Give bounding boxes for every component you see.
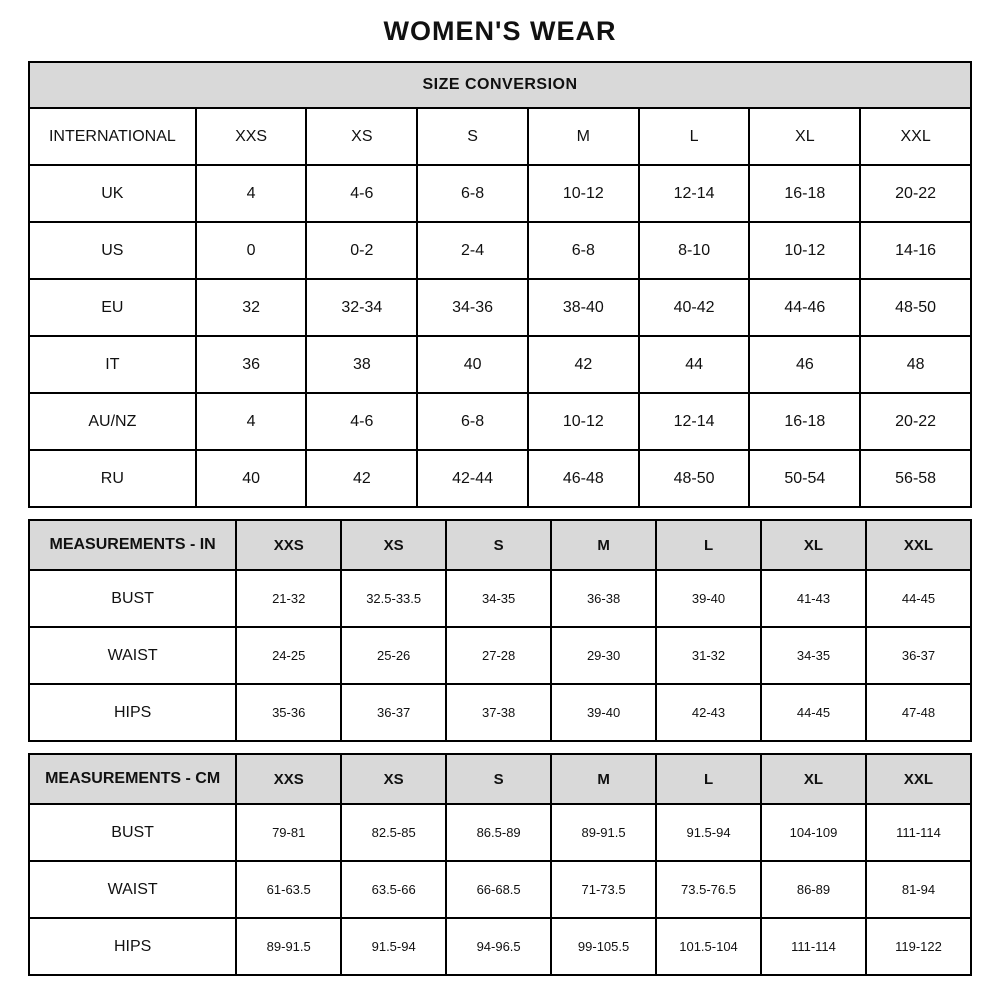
cell: 40 (196, 450, 307, 507)
cell: XL (749, 108, 860, 165)
column-header: M (551, 520, 656, 570)
cell: 61-63.5 (236, 861, 341, 918)
cell: 99-105.5 (551, 918, 656, 975)
cell: 46-48 (528, 450, 639, 507)
cell: 32.5-33.5 (341, 570, 446, 627)
cell: 16-18 (749, 165, 860, 222)
cell: 94-96.5 (446, 918, 551, 975)
table-row (29, 450, 971, 507)
cell: 36-37 (341, 684, 446, 741)
table-row (29, 804, 971, 861)
cell: 73.5-76.5 (656, 861, 761, 918)
column-header: L (656, 520, 761, 570)
cell: XS (306, 108, 417, 165)
cell: M (528, 108, 639, 165)
row-label: EU (29, 279, 196, 336)
cell: 40 (417, 336, 528, 393)
cell: 4 (196, 165, 307, 222)
table-header-row (29, 62, 971, 108)
column-header: XXL (866, 520, 971, 570)
column-header: XL (761, 754, 866, 804)
cell: 86.5-89 (446, 804, 551, 861)
table-row (29, 165, 971, 222)
table-row (29, 684, 971, 741)
table-header-row (29, 520, 971, 570)
cell: 34-35 (761, 627, 866, 684)
cell: 42-43 (656, 684, 761, 741)
cell: 10-12 (749, 222, 860, 279)
row-label: WAIST (29, 861, 236, 918)
cell: 47-48 (866, 684, 971, 741)
cell: 119-122 (866, 918, 971, 975)
row-label: AU/NZ (29, 393, 196, 450)
cell: 29-30 (551, 627, 656, 684)
cell: 48 (860, 336, 971, 393)
cell: 44 (639, 336, 750, 393)
cell: 42-44 (417, 450, 528, 507)
cell: 36-38 (551, 570, 656, 627)
column-header: XS (341, 520, 446, 570)
row-label: BUST (29, 570, 236, 627)
cell: 89-91.5 (236, 918, 341, 975)
table-row (29, 918, 971, 975)
column-header: XL (761, 520, 866, 570)
column-header: XXS (236, 754, 341, 804)
cell: 50-54 (749, 450, 860, 507)
cell: 79-81 (236, 804, 341, 861)
cell: 44-45 (866, 570, 971, 627)
cell: 4 (196, 393, 307, 450)
cell: XXS (196, 108, 307, 165)
cell: 82.5-85 (341, 804, 446, 861)
row-label: WAIST (29, 627, 236, 684)
table-row (29, 222, 971, 279)
cell: 111-114 (866, 804, 971, 861)
cell: 12-14 (639, 165, 750, 222)
cell: 111-114 (761, 918, 866, 975)
cell: 2-4 (417, 222, 528, 279)
cell: S (417, 108, 528, 165)
table-header-row (29, 754, 971, 804)
cell: 104-109 (761, 804, 866, 861)
table-row (29, 108, 971, 165)
cell: 6-8 (417, 165, 528, 222)
cell: 20-22 (860, 393, 971, 450)
cell: 0 (196, 222, 307, 279)
table-row (29, 861, 971, 918)
column-header: M (551, 754, 656, 804)
cell: 42 (306, 450, 417, 507)
cell: 6-8 (528, 222, 639, 279)
cell: 38-40 (528, 279, 639, 336)
cell: 25-26 (341, 627, 446, 684)
cell: 21-32 (236, 570, 341, 627)
cell: 24-25 (236, 627, 341, 684)
cell: 12-14 (639, 393, 750, 450)
cell: 42 (528, 336, 639, 393)
cell: 101.5-104 (656, 918, 761, 975)
cell: 38 (306, 336, 417, 393)
cell: 0-2 (306, 222, 417, 279)
cell: 44-46 (749, 279, 860, 336)
column-header: XXS (236, 520, 341, 570)
cell: 6-8 (417, 393, 528, 450)
cell: 20-22 (860, 165, 971, 222)
column-header: L (656, 754, 761, 804)
row-label: RU (29, 450, 196, 507)
table-row (29, 393, 971, 450)
cell: 81-94 (866, 861, 971, 918)
column-header: XXL (866, 754, 971, 804)
cell: 56-58 (860, 450, 971, 507)
cell: 46 (749, 336, 860, 393)
table-row (29, 336, 971, 393)
row-label: IT (29, 336, 196, 393)
measurements-in-title: MEASUREMENTS - IN (29, 520, 236, 570)
cell: 4-6 (306, 165, 417, 222)
row-label: UK (29, 165, 196, 222)
cell: 63.5-66 (341, 861, 446, 918)
cell: 8-10 (639, 222, 750, 279)
cell: 37-38 (446, 684, 551, 741)
cell: 48-50 (860, 279, 971, 336)
row-label: HIPS (29, 684, 236, 741)
cell: 36-37 (866, 627, 971, 684)
column-header: S (446, 754, 551, 804)
cell: 32 (196, 279, 307, 336)
cell: 32-34 (306, 279, 417, 336)
size-conversion-table (28, 61, 972, 508)
cell: 10-12 (528, 165, 639, 222)
cell: 39-40 (551, 684, 656, 741)
cell: 39-40 (656, 570, 761, 627)
cell: 86-89 (761, 861, 866, 918)
table-row (29, 570, 971, 627)
cell: 66-68.5 (446, 861, 551, 918)
cell: 91.5-94 (341, 918, 446, 975)
table-row (29, 279, 971, 336)
table-row (29, 627, 971, 684)
column-header: XS (341, 754, 446, 804)
cell: XXL (860, 108, 971, 165)
measurements-in-table (28, 519, 972, 742)
cell: 91.5-94 (656, 804, 761, 861)
cell: 35-36 (236, 684, 341, 741)
cell: 36 (196, 336, 307, 393)
cell: 31-32 (656, 627, 761, 684)
cell: 27-28 (446, 627, 551, 684)
cell: 44-45 (761, 684, 866, 741)
row-label: INTERNATIONAL (29, 108, 196, 165)
cell: 16-18 (749, 393, 860, 450)
cell: 4-6 (306, 393, 417, 450)
cell: 34-35 (446, 570, 551, 627)
cell: 71-73.5 (551, 861, 656, 918)
cell: 89-91.5 (551, 804, 656, 861)
cell: 14-16 (860, 222, 971, 279)
row-label: BUST (29, 804, 236, 861)
row-label: US (29, 222, 196, 279)
column-header: S (446, 520, 551, 570)
size-conversion-title: SIZE CONVERSION (29, 62, 971, 108)
cell: 34-36 (417, 279, 528, 336)
measurements-cm-table (28, 753, 972, 976)
cell: L (639, 108, 750, 165)
row-label: HIPS (29, 918, 236, 975)
cell: 48-50 (639, 450, 750, 507)
cell: 10-12 (528, 393, 639, 450)
page-title: WOMEN'S WEAR (383, 16, 617, 46)
cell: 41-43 (761, 570, 866, 627)
measurements-cm-title: MEASUREMENTS - CM (29, 754, 236, 804)
cell: 40-42 (639, 279, 750, 336)
